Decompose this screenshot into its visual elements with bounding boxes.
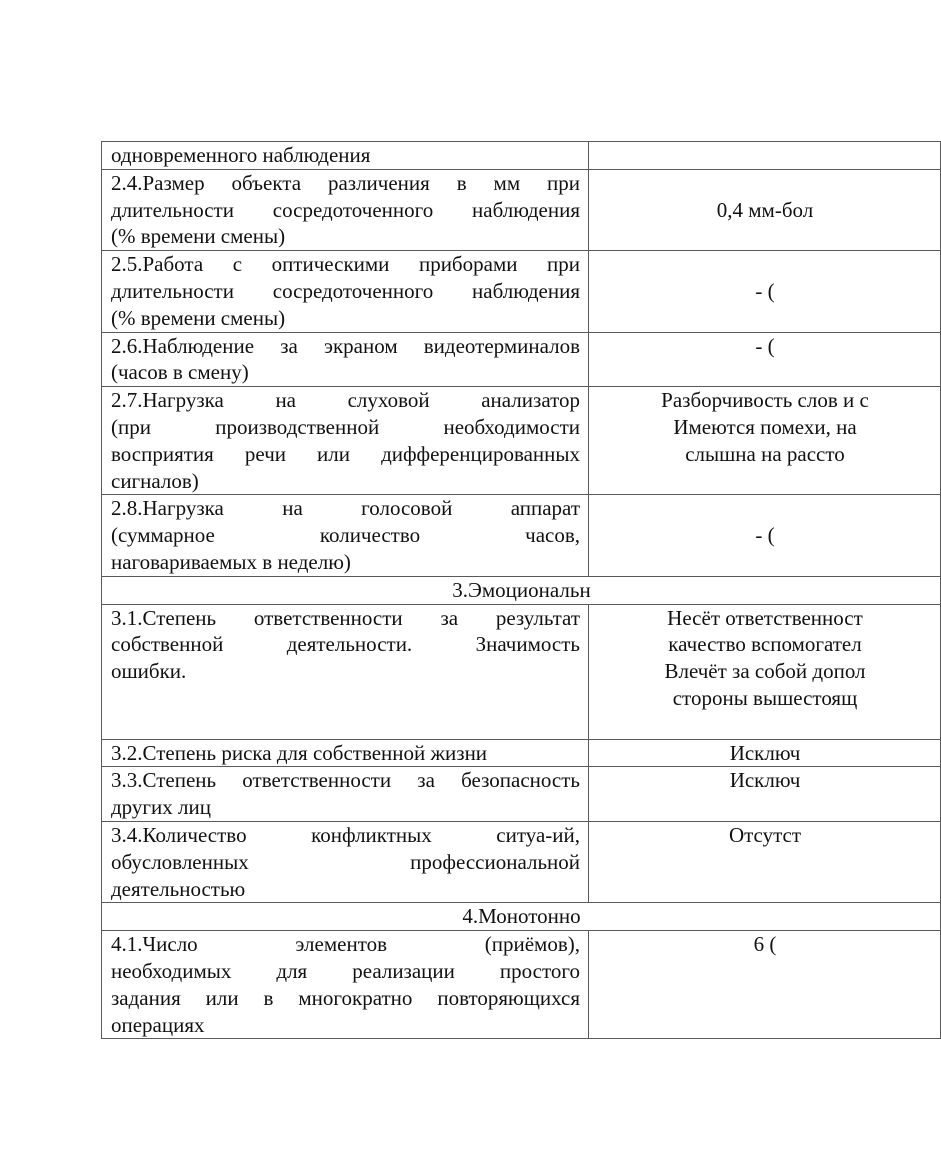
indicator-text-line: 2.4.Размер объекта различения в мм при: [111, 170, 580, 195]
value-text-line: Влечёт за собой допол: [664, 659, 866, 684]
indicator-text-line: 3.3.Степень ответственности за безопасность: [111, 768, 580, 793]
indicator-text-line: собственной деятельности. Значимость: [111, 632, 580, 657]
indicator-text-line: (% времени смены): [111, 224, 286, 249]
value-text-line: [598, 495, 932, 522]
section-title: 3.Эмоциональн: [102, 576, 941, 604]
value-cell: [589, 142, 941, 170]
indicator-text-line: других лиц: [111, 795, 211, 820]
indicator-text-line: 2.6.Наблюдение за экраном видеотерминалов: [111, 333, 580, 358]
indicator-text-line: длительности сосредоточенного наблюдения: [111, 197, 580, 222]
table-row: [102, 821, 941, 902]
value-text-line: 6 (: [753, 932, 777, 957]
indicator-text-line: 3.4.Количество конфликтных ситуа-ий,: [111, 822, 580, 847]
table-row: [102, 495, 941, 576]
value-text-line: [598, 849, 932, 876]
value-text-line: качество вспомогател: [668, 632, 862, 657]
table-row: [102, 332, 941, 387]
indicator-cell: [102, 387, 589, 495]
value-text-line: [598, 985, 932, 1012]
indicator-cell: [102, 142, 589, 170]
value-cell: [589, 739, 941, 767]
value-text-line: [598, 223, 932, 250]
indicator-text-line: 4.1.Число элементов (приёмов),: [111, 932, 580, 957]
indicator-text-line: (часов в смену): [111, 360, 249, 385]
value-text-line: [598, 1012, 932, 1039]
section-header-row: [102, 903, 941, 931]
value-text-line: - (: [755, 278, 775, 303]
value-text-line: [598, 468, 932, 495]
indicator-text-line: (при производственной необходимости: [111, 414, 580, 439]
value-text-line: Разборчивость слов и с: [661, 388, 869, 413]
value-text-line: [598, 794, 932, 821]
value-cell: [589, 251, 941, 332]
value-cell: [589, 604, 941, 739]
indicator-text-line: 2.5.Работа с оптическими приборами при: [111, 252, 580, 277]
indicator-cell: [102, 739, 589, 767]
indicator-text-line: 2.8.Нагрузка на голосовой аппарат: [111, 496, 580, 521]
indicator-cell: [102, 332, 589, 387]
indicator-text-line: восприятия речи или дифференцированных: [111, 441, 580, 466]
indicator-cell: [102, 931, 589, 1039]
value-text-line: Исключ: [729, 740, 801, 765]
indicator-cell: [102, 251, 589, 332]
section-header-row: [102, 576, 941, 604]
value-text-line: [598, 305, 932, 332]
table-row: [102, 767, 941, 822]
indicator-text-line: [111, 685, 580, 712]
indicator-cell: [102, 821, 589, 902]
table-row: [102, 604, 941, 739]
value-cell: [589, 767, 941, 822]
indicator-text-line: [111, 712, 580, 739]
indicator-cell: [102, 169, 589, 250]
value-cell: [589, 169, 941, 250]
indicator-text-line: длительности сосредоточенного наблюдения: [111, 278, 580, 303]
indicator-text-line: деятельностью: [111, 876, 246, 901]
value-text-line: Несёт ответственност: [667, 605, 863, 630]
indicator-text-line: 3.1.Степень ответственности за результат: [111, 605, 580, 630]
table-row: [102, 931, 941, 1039]
indicator-text-line: наговариваемых в неделю): [111, 549, 351, 574]
working-conditions-table: [101, 141, 941, 1039]
indicator-text-line: операциях: [111, 1012, 205, 1037]
value-text-line: Имеются помехи, на: [673, 414, 857, 439]
indicator-text-line: необходимых для реализации простого: [111, 958, 580, 983]
table-row: [102, 251, 941, 332]
section-title: 4.Монотонно: [102, 903, 941, 931]
indicator-text-line: сигналов): [111, 468, 199, 493]
indicator-cell: [102, 604, 589, 739]
indicator-text-line: задания или в многократно повторяющихся: [111, 985, 580, 1010]
indicator-cell: [102, 495, 589, 576]
value-text-line: Отсутст: [728, 822, 802, 847]
indicator-text-line: (суммарное количество часов,: [111, 523, 580, 548]
indicator-cell: [102, 767, 589, 822]
value-cell: [589, 387, 941, 495]
value-text-line: - (: [755, 523, 775, 548]
table-row: [102, 142, 941, 170]
value-text-line: слышна на рассто: [685, 441, 845, 466]
table-row: [102, 169, 941, 250]
value-text-line: [598, 876, 932, 903]
value-text-line: - (: [755, 333, 775, 358]
value-text-line: [598, 549, 932, 576]
value-text-line: [598, 142, 932, 169]
value-text-line: 0,4 мм-бол: [716, 197, 814, 222]
value-text-line: [598, 251, 932, 278]
table-row: [102, 387, 941, 495]
indicator-text-line: 2.7.Нагрузка на слуховой анализатор: [111, 388, 580, 413]
value-cell: [589, 332, 941, 387]
value-text-line: стороны вышестоящ: [672, 685, 858, 710]
indicator-text-line: (% времени смены): [111, 305, 286, 330]
value-text-line: Исключ: [729, 768, 801, 793]
indicator-text-line: ошибки.: [111, 659, 187, 684]
value-text-line: [598, 712, 932, 739]
value-text-line: [598, 359, 932, 386]
table-body: [102, 142, 941, 1039]
indicator-text-line: 3.2.Степень риска для собственной жизни: [111, 740, 488, 765]
value-cell: [589, 931, 941, 1039]
indicator-text-line: одновременного наблюдения: [111, 143, 371, 167]
value-text-line: [598, 958, 932, 985]
value-cell: [589, 495, 941, 576]
table-row: [102, 739, 941, 767]
value-cell: [589, 821, 941, 902]
value-text-line: [598, 170, 932, 197]
indicator-text-line: обусловленных профессиональной: [111, 849, 580, 874]
